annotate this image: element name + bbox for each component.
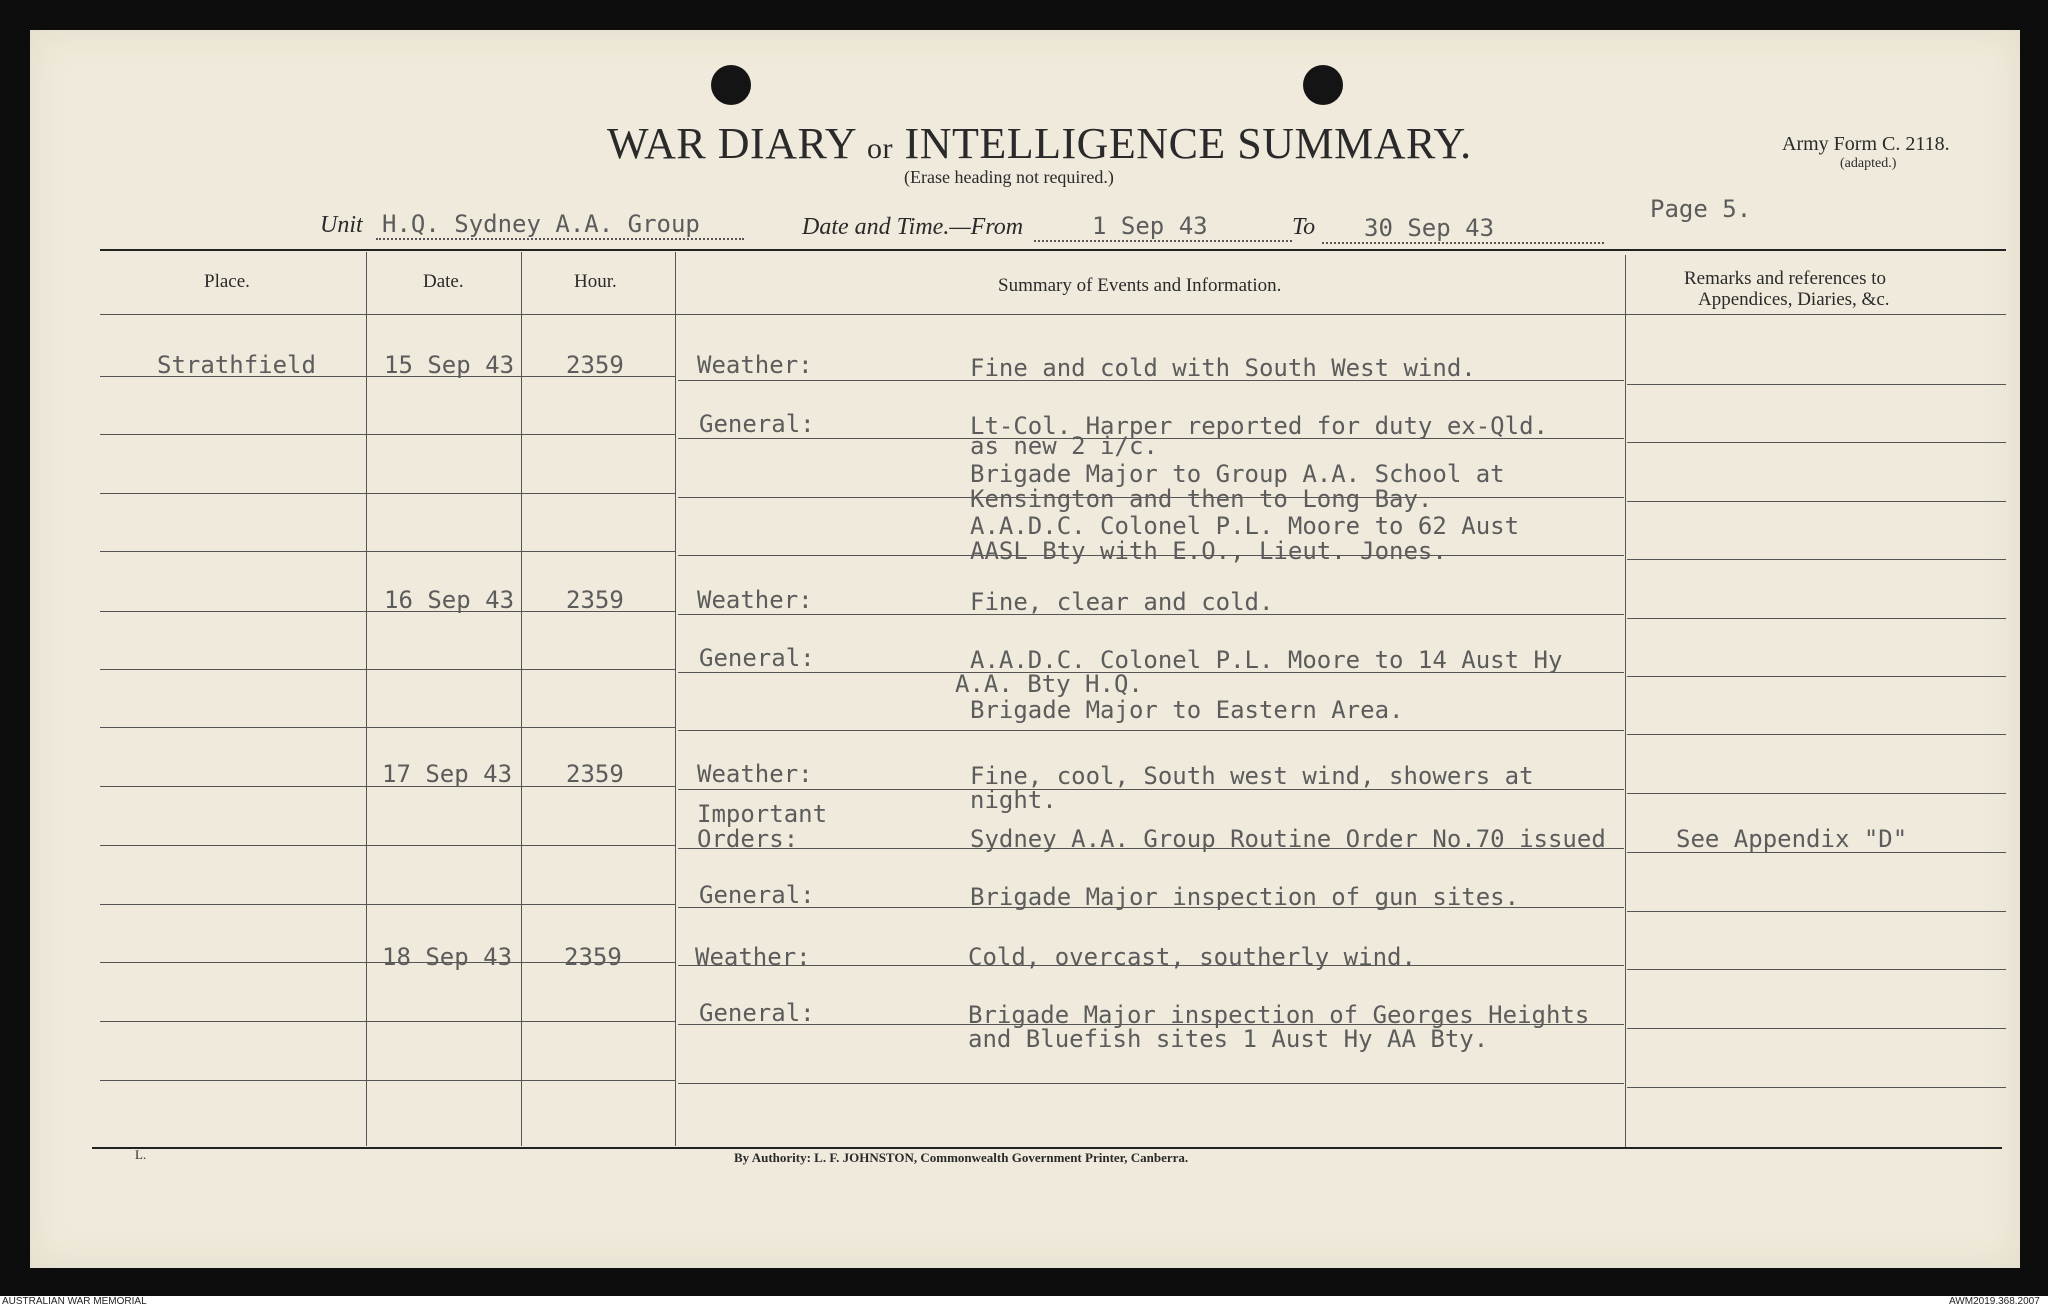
- to-dotted-line: [1322, 242, 1604, 244]
- from-dotted-line: [1034, 240, 1292, 242]
- e18-general-label: General:: [699, 999, 815, 1027]
- e15-general-line3: Brigade Major to Group A.A. School at: [970, 460, 1505, 488]
- col-divider-date-hour: [521, 252, 522, 1146]
- date-time-label: Date and Time.—From: [802, 214, 1024, 240]
- table-top-rule: [100, 249, 2006, 251]
- from-value: 1 Sep 43: [1092, 212, 1208, 240]
- header-remarks-line2: Appendices, Diaries, &c.: [1698, 289, 1890, 310]
- e18-general-line1: Brigade Major inspection of Georges Heights: [968, 1001, 1590, 1029]
- header-rule: [100, 314, 2006, 315]
- e15-general-line2: as new 2 i/c.: [970, 432, 1158, 460]
- e16-general-line3: Brigade Major to Eastern Area.: [970, 696, 1404, 724]
- e18-weather-text: Cold, overcast, southerly wind.: [968, 943, 1416, 971]
- col-divider-summary-remarks: [1625, 255, 1626, 1147]
- page-number: Page 5.: [1650, 195, 1752, 223]
- title-intelligence-summary: INTELLIGENCE SUMMARY.: [904, 119, 1472, 168]
- e15-general-line4: Kensington and then to Long Bay.: [970, 485, 1433, 513]
- e15-general-line5: A.A.D.C. Colonel P.L. Moore to 62 Aust: [970, 512, 1520, 540]
- unit-label: Unit: [320, 212, 363, 238]
- footer-mark: L.: [135, 1147, 147, 1162]
- e16-general-label: General:: [699, 644, 815, 672]
- e15-general-label: General:: [699, 410, 815, 438]
- credit-left: AUSTRALIAN WAR MEMORIAL: [2, 1296, 147, 1307]
- e18-weather-label: Weather:: [695, 943, 811, 971]
- entry-hour-16: 2359: [566, 586, 624, 614]
- entry-place: Strathfield: [157, 351, 316, 379]
- e16-weather-text: Fine, clear and cold.: [970, 588, 1274, 616]
- army-form-number: Army Form C. 2118.: [1782, 133, 1950, 155]
- entry-hour-18: 2359: [564, 943, 622, 971]
- title-or: or: [867, 132, 894, 165]
- unit-dotted-line: [376, 238, 744, 240]
- header-summary: Summary of Events and Information.: [998, 275, 1282, 296]
- punch-hole-right: [1303, 65, 1343, 105]
- title-war-diary: WAR DIARY: [607, 119, 856, 168]
- e17-orders-label: Orders:: [697, 825, 799, 853]
- e17-weather-label: Weather:: [697, 760, 813, 788]
- war-diary-page: [30, 30, 2020, 1268]
- credit-right: AWM2019.368.2007: [1949, 1296, 2040, 1307]
- entry-date-17: 17 Sep 43: [382, 760, 513, 788]
- e15-weather-label: Weather:: [697, 351, 813, 379]
- table-bottom-rule: [92, 1147, 2002, 1149]
- col-divider-place-date: [366, 252, 367, 1146]
- entry-hour-15: 2359: [566, 351, 624, 379]
- e16-general-line2: A.A. Bty H.Q.: [955, 670, 1143, 698]
- entry-hour-17: 2359: [566, 760, 624, 788]
- e16-weather-label: Weather:: [697, 586, 813, 614]
- e15-general-line6: AASL Bty with E.O., Lieut. Jones.: [970, 537, 1447, 565]
- credit-strip: [0, 1296, 2048, 1310]
- header-hour: Hour.: [574, 271, 617, 292]
- e16-general-line1: A.A.D.C. Colonel P.L. Moore to 14 Aust Hy: [970, 646, 1563, 674]
- e17-orders-text: Sydney A.A. Group Routine Order No.70 issued: [970, 825, 1606, 853]
- header-date: Date.: [423, 271, 464, 292]
- to-value: 30 Sep 43: [1364, 214, 1495, 242]
- e17-weather-line2: night.: [970, 786, 1057, 814]
- entry-date-18: 18 Sep 43: [382, 943, 513, 971]
- e17-weather-line1: Fine, cool, South west wind, showers at: [970, 762, 1534, 790]
- e18-general-line2: and Bluefish sites 1 Aust Hy AA Bty.: [968, 1025, 1489, 1053]
- col-divider-hour-summary: [675, 252, 676, 1146]
- footer-authority: By Authority: L. F. JOHNSTON, Commonwealth Government Printer, Canberra.: [734, 1150, 1189, 1165]
- e15-weather-text: Fine and cold with South West wind.: [970, 354, 1476, 382]
- e15-general-line1: Lt-Col. Harper reported for duty ex-Qld.: [970, 412, 1548, 440]
- header-remarks-line1: Remarks and references to: [1684, 268, 1887, 289]
- e17-important-label: Important: [697, 800, 828, 828]
- e17-remark-appendix: See Appendix "D": [1676, 825, 1908, 853]
- unit-value: H.Q. Sydney A.A. Group: [382, 210, 700, 238]
- punch-hole-left: [711, 65, 751, 105]
- e17-general-label: General:: [699, 881, 815, 909]
- form-title: [607, 118, 1472, 169]
- form-subtitle: (Erase heading not required.): [904, 167, 1114, 187]
- entry-date-15: 15 Sep 43: [384, 351, 515, 379]
- to-label: To: [1292, 214, 1316, 240]
- army-form-adapted: (adapted.): [1840, 156, 1897, 171]
- e17-general-text: Brigade Major inspection of gun sites.: [970, 883, 1520, 911]
- entry-date-16: 16 Sep 43: [384, 586, 515, 614]
- header-place: Place.: [204, 271, 250, 292]
